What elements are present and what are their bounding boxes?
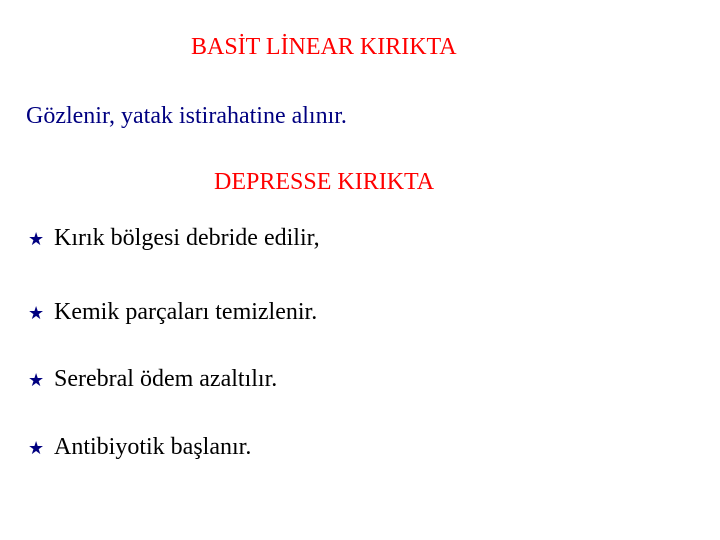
star-icon: ★ [28,370,45,391]
intro-text: Gözlenir, yatak istirahatine alınır. [26,103,347,129]
star-icon: ★ [28,438,45,459]
list-item-text: Kemik parçaları temizlenir. [54,299,318,325]
star-icon: ★ [28,303,45,324]
section-heading-simple-linear-fracture: BASİT LİNEAR KIRIKTA [191,34,457,60]
list-item [28,299,317,326]
list-item [28,366,277,393]
list-item-text: Antibiyotik başlanır. [54,434,252,460]
list-item [28,225,320,252]
list-item-text: Serebral ödem azaltılır. [54,366,278,392]
section-heading-depressed-fracture: DEPRESSE KIRIKTA [214,169,435,195]
star-icon: ★ [28,229,45,250]
list-item-text: Kırık bölgesi debride edilir, [54,225,320,251]
list-item [28,434,251,461]
